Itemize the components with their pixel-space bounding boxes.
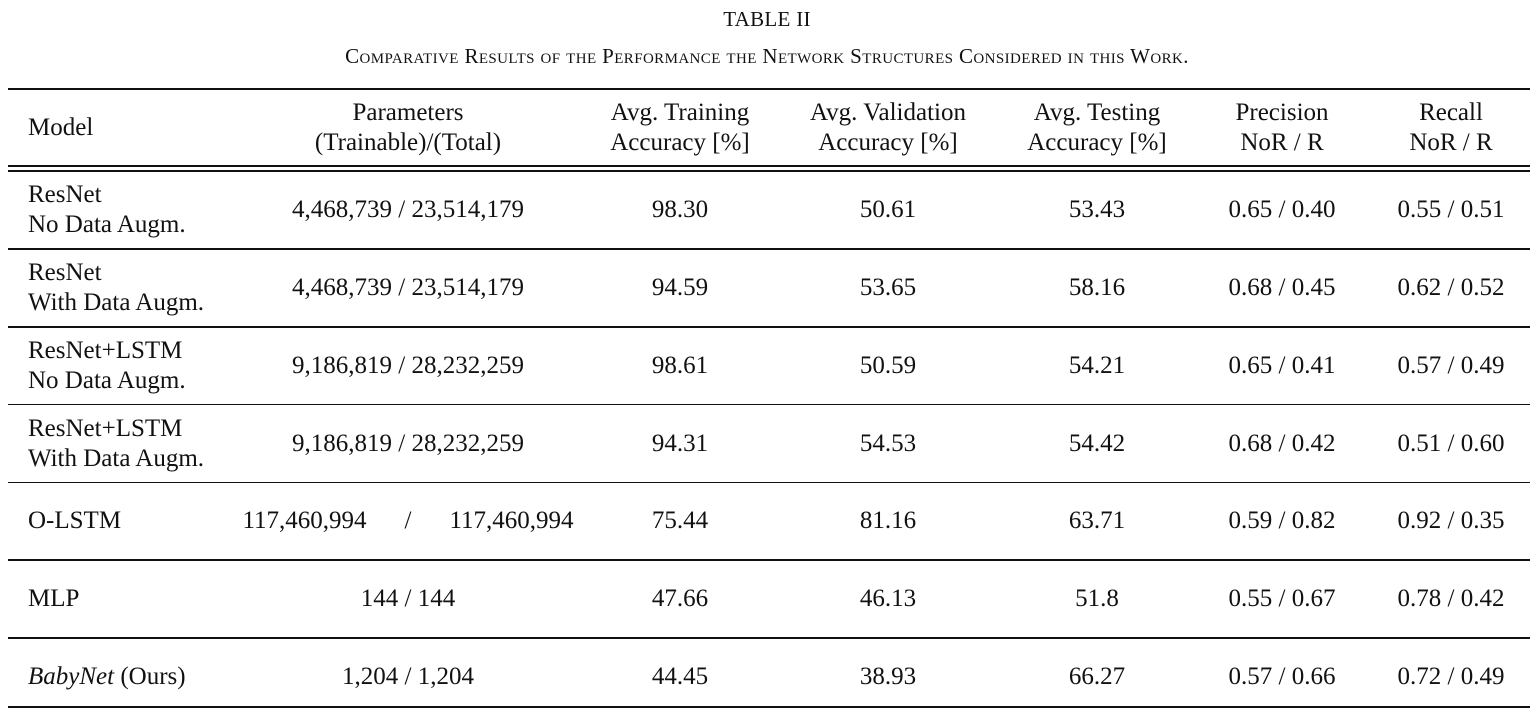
precision-cell: 0.57 / 0.66: [1228, 662, 1336, 690]
recall-cell: 0.51 / 0.60: [1397, 429, 1505, 457]
recall-cell: 0.62 / 0.52: [1397, 273, 1505, 301]
validation-accuracy-cell: 54.53: [859, 429, 917, 457]
parameters-cell: 4,468,739 / 23,514,179: [292, 273, 524, 301]
model-cell: ResNet+LSTM With Data Augm.: [28, 414, 205, 472]
precision-cell: 0.65 / 0.40: [1228, 196, 1336, 224]
header-precision: Precision NoR / R: [1235, 99, 1329, 156]
model-cell: ResNet No Data Augm.: [28, 181, 186, 239]
validation-accuracy-cell: 81.16: [859, 507, 917, 535]
table-row: [8, 250, 1530, 326]
validation-accuracy-cell: 38.93: [859, 662, 917, 690]
precision-cell: 0.68 / 0.42: [1228, 429, 1336, 457]
training-accuracy-cell: 75.44: [651, 507, 709, 535]
model-cell: ResNet With Data Augm.: [28, 258, 205, 316]
testing-accuracy-cell: 66.27: [1068, 662, 1126, 690]
header-recall: Recall NoR / R: [1409, 99, 1493, 156]
training-accuracy-cell: 98.61: [651, 351, 709, 379]
model-cell: ResNet+LSTM No Data Augm.: [28, 336, 186, 394]
table-row: [8, 328, 1530, 404]
header-parameters: Parameters (Trainable)/(Total): [314, 99, 502, 156]
model-cell: O-LSTM: [28, 507, 122, 535]
header-model: Model: [28, 114, 94, 141]
header-row: [8, 92, 1530, 164]
recall-cell: 0.78 / 0.42: [1397, 585, 1505, 613]
precision-cell: 0.59 / 0.82: [1228, 507, 1336, 535]
validation-accuracy-cell: 53.65: [859, 273, 917, 301]
testing-accuracy-cell: 51.8: [1075, 585, 1119, 613]
training-accuracy-cell: 94.31: [651, 429, 709, 457]
precision-cell: 0.65 / 0.41: [1228, 351, 1336, 379]
parameters-cell: 9,186,819 / 28,232,259: [292, 429, 524, 457]
training-accuracy-cell: 44.45: [651, 662, 709, 690]
recall-cell: 0.92 / 0.35: [1397, 507, 1505, 535]
model-cell: MLP: [28, 585, 80, 613]
recall-cell: 0.57 / 0.49: [1397, 351, 1505, 379]
testing-accuracy-cell: 54.42: [1068, 429, 1126, 457]
results-table-body: [8, 172, 1530, 715]
model-cell: BabyNet (Ours): [28, 662, 186, 690]
table-row: [8, 639, 1530, 715]
table-number: TABLE II: [723, 7, 811, 31]
validation-accuracy-cell: 46.13: [859, 585, 917, 613]
testing-accuracy-cell: 53.43: [1068, 196, 1126, 224]
header-testing-accuracy: Avg. Testing Accuracy [%]: [1027, 99, 1167, 156]
training-accuracy-cell: 94.59: [651, 273, 709, 301]
testing-accuracy-cell: 54.21: [1068, 351, 1126, 379]
top-rule: [8, 88, 1530, 90]
recall-cell: 0.72 / 0.49: [1397, 662, 1505, 690]
results-table-header: [8, 92, 1530, 164]
testing-accuracy-cell: 63.71: [1068, 507, 1126, 535]
training-accuracy-cell: 98.30: [651, 196, 709, 224]
precision-cell: 0.55 / 0.67: [1228, 585, 1336, 613]
table-row: [8, 561, 1530, 637]
parameters-cell: 117,460,994 / 117,460,994: [242, 507, 574, 535]
table-row: [8, 483, 1530, 559]
precision-cell: 0.68 / 0.45: [1228, 273, 1336, 301]
model-name-babynet: BabyNet: [28, 662, 115, 690]
header-rule-1: [8, 165, 1530, 167]
table-row: [8, 172, 1530, 248]
parameters-cell: 9,186,819 / 28,232,259: [292, 351, 524, 379]
parameters-cell: 1,204 / 1,204: [342, 662, 474, 690]
parameters-cell: 4,468,739 / 23,514,179: [292, 196, 524, 224]
training-accuracy-cell: 47.66: [651, 585, 709, 613]
bottom-rule: [8, 706, 1530, 708]
table-row: [8, 405, 1530, 481]
header-training-accuracy: Avg. Training Accuracy [%]: [610, 99, 750, 156]
validation-accuracy-cell: 50.61: [859, 196, 917, 224]
table-title: Comparative Results of the Performance the Network Structures Considered in this Work.: [345, 44, 1189, 68]
validation-accuracy-cell: 50.59: [859, 351, 917, 379]
testing-accuracy-cell: 58.16: [1068, 273, 1126, 301]
header-validation-accuracy: Avg. Validation Accuracy [%]: [809, 99, 966, 156]
parameters-cell: 144 / 144: [360, 585, 456, 613]
recall-cell: 0.55 / 0.51: [1397, 196, 1505, 224]
